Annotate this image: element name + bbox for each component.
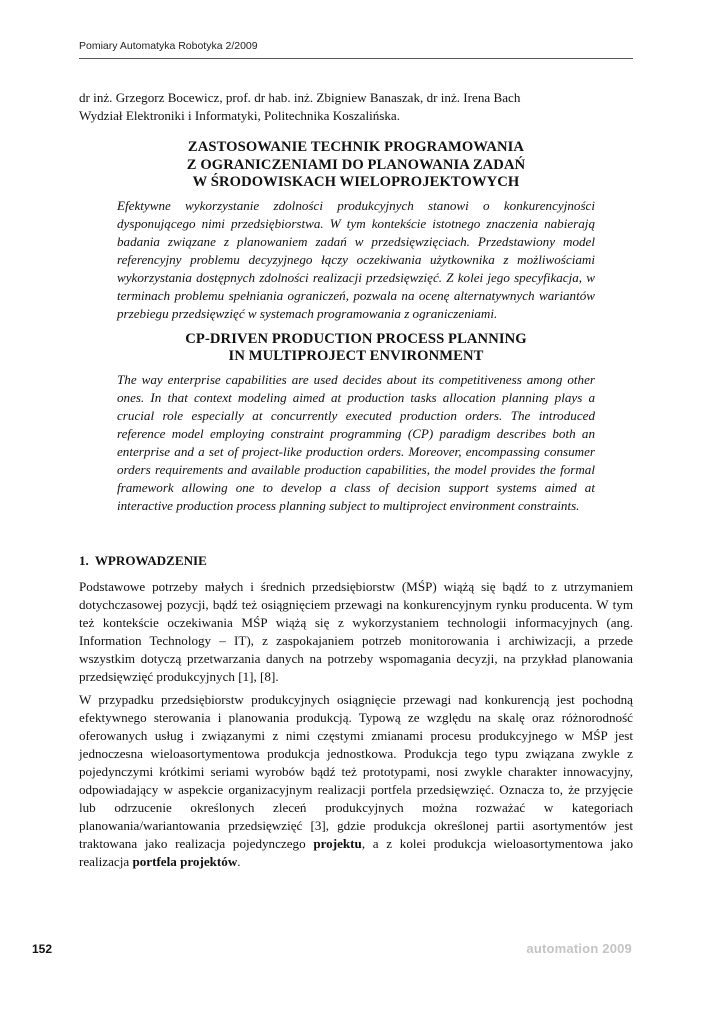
section-title: WPROWADZENIE [94,552,207,568]
paragraph-2-end: . [237,853,241,869]
running-header: Pomiary Automatyka Robotyka 2/2009 [79,40,258,52]
section-heading [79,552,633,570]
paragraph-2-text: W przypadku przedsiębiorstw produkcyjnych osiągnięcie przewagi nad konkurencją jest pochodną efektywnego sterowania i planowania produkcją. Typową ze względu na skalę oraz różnorodność oferowanych usług i związanymi z nimi częstymi zmianami procesu produkcyjnego w MŚP jest jednoczesna wieloasortymentowa produkcja jednostkowa. Produkcja tego typu związana zwykle z pojedynczymi krótkimi seriami wyrobów bądź też prototypami, nosi zwykle charakter innowacyjny, odpowiadający w aspekcie organizacyjnym realizacji portfela przedsięwzięć. Oznacza to, że przyjęcie lub odrzucenie określonych zleceń produkcyjnych można rozważać w kategoriach planowania/wariantowania przedsięwzięć [3], gdzie produkcja określonej partii asortymentów jest traktowana jako realizacja pojedynczego [79,691,633,851]
title-polish-line-1: ZASTOSOWANIE TECHNIK PROGRAMOWANIA [187,139,525,155]
emphasis-portfel: portfela projektów [132,853,238,869]
emphasis-projekt: projektu [313,835,362,851]
title-polish-line-2: Z OGRANICZENIAMI DO PLANOWANIA ZADAŃ [186,156,526,173]
title-polish [79,139,633,192]
abstract-english: The way enterprise capabilities are used decides about its competitiveness among other ones. In that context modeling aimed at production tasks allocation planning plays a crucial role especially at concurrently executed production orders. The introduced reference model employing constraint programming (CP) paradigm describes both an enterprise and a set of project-like production orders. Moreover, encompassing consumer orders requirements and available production capabilities, the model provides the formal framework allowing one to develop a class of decision support systems aimed at interactive production process planning subject to multiproject environment constraints. [117,371,595,513]
page-number: 152 [32,942,53,956]
section-paragraph-2 [79,691,633,871]
section-paragraph-1: Podstawowe potrzeby małych i średnich przedsiębiorstw (MŚP) wiążą się bądź to z utrzymaniem dotychczasowej pozycji, bądź też osiągnięciem przewagi na konkurencyjnym rynku producenta. W tym też kontekście oczekiwania MŚP wiążą się z wykorzystaniem technologii informacyjnych (ang. Information Technology – IT), z zaspokajaniem potrzeb monitorowania i archiwizacji, a przede wszystkim dotyczą przetwarzania danych na potrzeby wspomagania decyzji, na przykład planowania przedsięwzięć produkcyjnych [1], [8]. [79,578,633,684]
title-english-line-2: IN MULTIPROJECT ENVIRONMENT [228,348,484,365]
author-block [79,89,633,125]
page-content [79,89,633,871]
title-english-line-1: CP-DRIVEN PRODUCTION PROCESS PLANNING [185,330,527,347]
section-number: 1. [79,552,89,568]
paragraph-2-middle: , a z kolei produkcja wieloasortymentowa jako realizacja [79,835,633,869]
author-affiliation: Wydział Elektroniki i Informatyki, Politechnika Koszalińska. [79,108,401,123]
title-polish-line-3: W ŚRODOWISKACH WIELOPROJEKTOWYCH [192,174,520,191]
header-divider [79,58,633,59]
author-names: dr inż. Grzegorz Bocewicz, prof. dr hab. inż. Zbigniew Banaszak, dr inż. Irena Bach [79,90,521,105]
abstract-polish: Efektywne wykorzystanie zdolności produkcyjnych stanowi o konkurencyjności dysponującego nimi przedsiębiorstwa. W tym kontekście istotnego znaczenia nabierają badania związane z planowaniem zadań w przedsięwzięciach. Przedstawiony model referencyjny problemu decyzyjnego łączy oczekiwania użytkownika z możliwościami wykorzystania dostępnych zdolności realizacji przedsięwzięć. Z kolei jego specyfikacja, w terminach problemu spełniania ograniczeń, pozwala na ocenę alternatywnych wariantów przebiegu przedsięwzięć w systemach programowania z ograniczeniami. [117,197,595,321]
title-english [79,331,633,366]
footer-brand: automation 2009 [526,941,632,956]
